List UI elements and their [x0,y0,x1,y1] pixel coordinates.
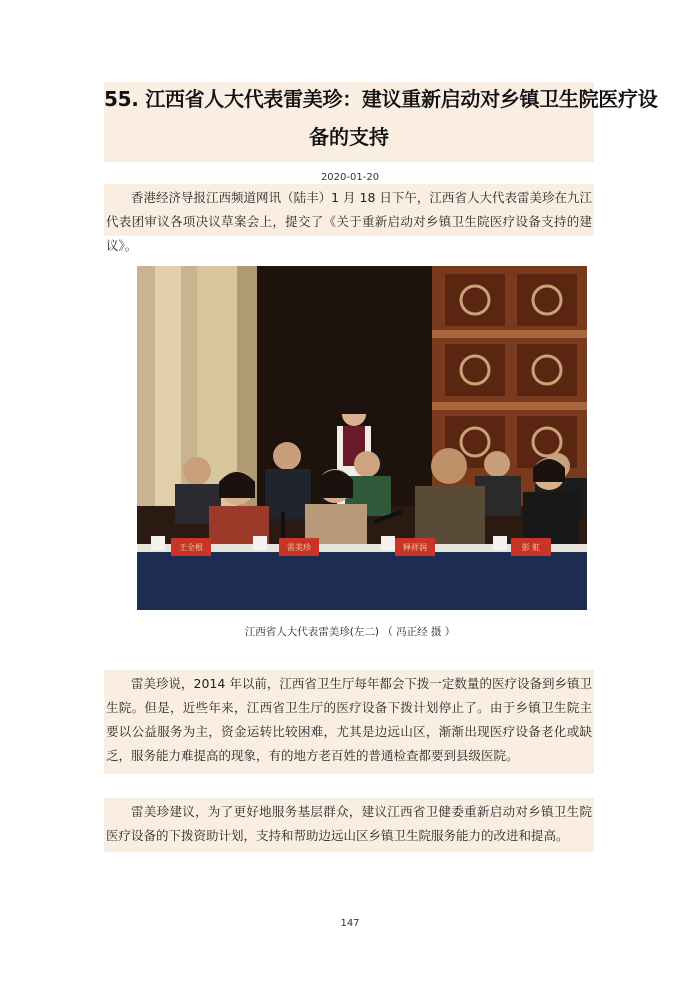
nameplate-2: 雷美珍 [287,543,311,552]
body-paragraph-2: 雷美珍建议，为了更好地服务基层群众，建议江西省卫健委重新启动对乡镇卫生院医疗设备的下拨资助计划，支持和帮助边远山区乡镇卫生院服务能力的改进和提高。 [106,804,592,843]
body-paragraph-1: 雷美珍说，2014 年以前，江西省卫生厅每年都会下拨一定数量的医疗设备到乡镇卫生院。但是，近些年来，江西省卫生厅的医疗设备下拨计划停止了。由于乡镇卫生院主要以公益服务为主，资金运转比较困难，尤其是边远山区，渐渐出现医疗设备老化或缺乏，服务能力难提高的现象，有的地方老百姓的普通检查都要到县级医院。 [106,676,592,763]
news-photo [137,266,587,610]
title-line-1: 55. 江西省人大代表雷美珍：建议重新启动对乡镇卫生院医疗设 [104,87,658,111]
nameplate-1: 王全根 [179,543,203,552]
title-line-2: 备的支持 [309,125,389,149]
page-number: 147 [340,918,360,929]
nameplate-4: 彭 虹 [521,543,541,552]
photo-caption: 江西省人大代表雷美珍(左二) （ 冯正经 摄 ） [244,626,456,638]
publish-date: 2020-01-20 [320,172,380,183]
article-title [104,80,658,156]
intro-paragraph: 香港经济导报江西频道网讯（陆丰）1 月 18 日下午，江西省人大代表雷美珍在九江代表团审议各项决议草案会上，提交了《关于重新启动对乡镇卫生院医疗设备支持的建议》。 [106,190,592,253]
nameplate-3: 释祥润 [403,543,427,552]
